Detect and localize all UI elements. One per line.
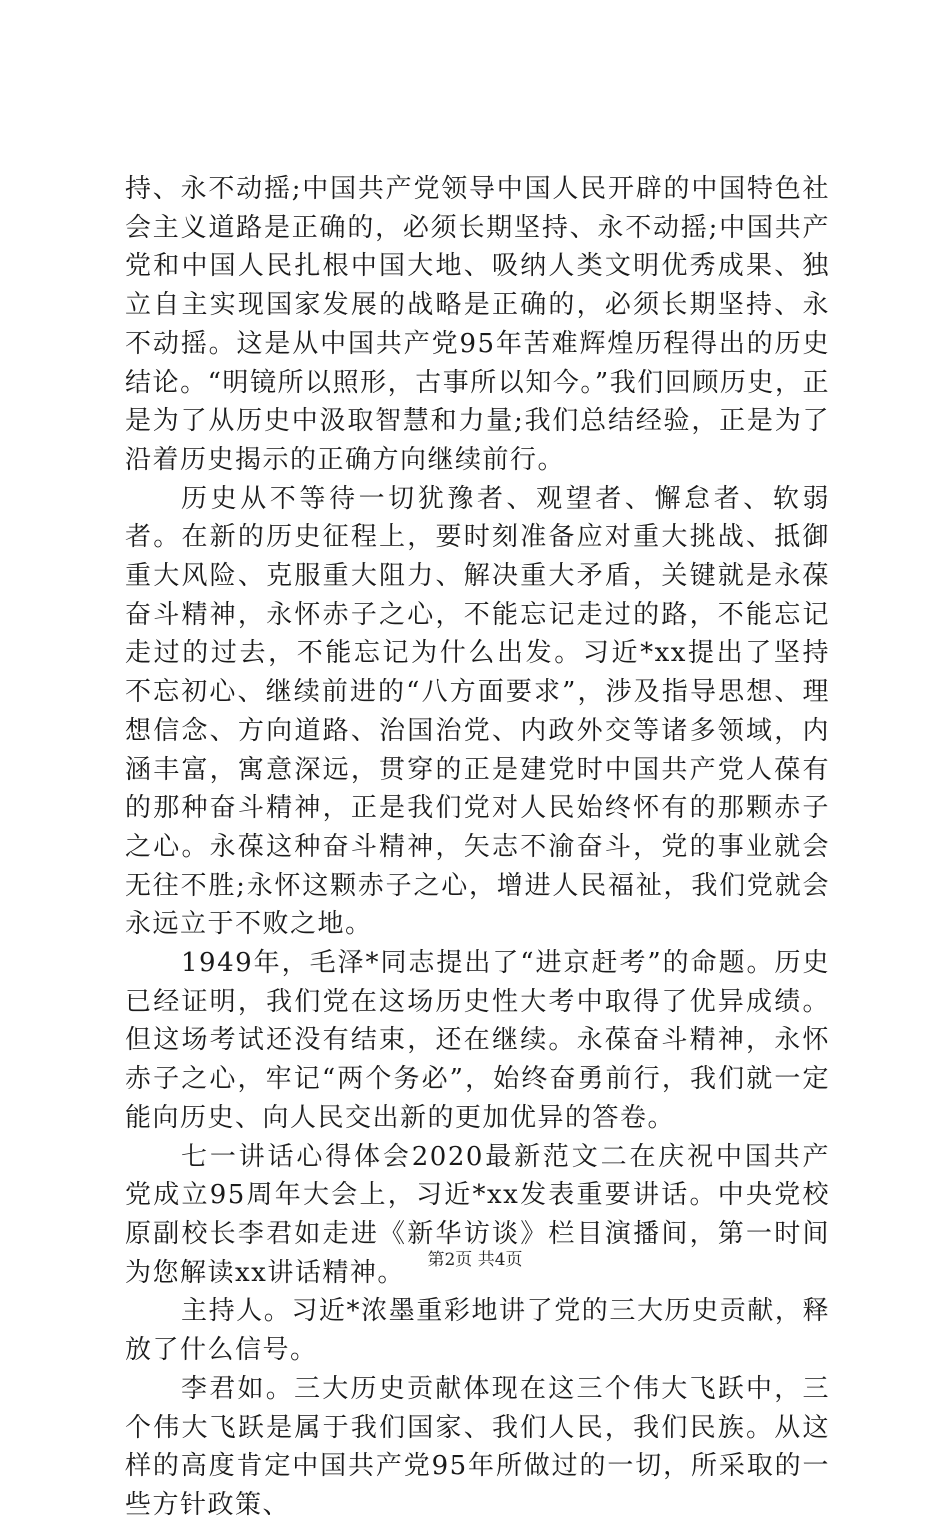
paragraph: 持、永不动摇;中国共产党领导中国人民开辟的中国特色社会主义道路是正确的，必须长期坚持、永不动摇;中国共产党和中国人民扎根中国大地、吸纳人类文明优秀成果、独立自主实现国家发展的战略是正确的，必须长期坚持、永不动摇。这是从中国共产党95年苦难辉煌历程得出的历史结论。“明镜所以照形，古事所以知今。”我们回顾历史，正是为了从历史中汲取智慧和力量;我们总结经验，正是为了沿着历史揭示的正确方向继续前行。 (125, 174, 830, 475)
paragraph: 七一讲话心得体会2020最新范文二在庆祝中国共产党成立95周年大会上，习近*xx发表重要讲话。中央党校原副校长李君如走进《新华访谈》栏目演播间，第一时间为您解读xx讲话精神。 (125, 1141, 830, 1288)
page-footer: 第2页 共4页 (427, 1250, 523, 1270)
paragraph: 1949年，毛泽*同志提出了“进京赶考”的命题。历史已经证明，我们党在这场历史性大考中取得了优异成绩。但这场考试还没有结束，还在继续。永葆奋斗精神，永怀赤子之心，牢记“两个务必”，始终奋勇前行，我们就一定能向历史、向人民交出新的更加优异的答卷。 (125, 948, 830, 1133)
paragraph: 主持人。习近*浓墨重彩地讲了党的三大历史贡献，释放了什么信号。 (125, 1296, 830, 1366)
paragraph: 历史从不等待一切犹豫者、观望者、懈怠者、软弱者。在新的历史征程上，要时刻准备应对重大挑战、抵御重大风险、克服重大阻力、解决重大矛盾，关键就是永葆奋斗精神，永怀赤子之心，不能忘记走过的路，不能忘记走过的过去，不能忘记为什么出发。习近*xx提出了坚持不忘初心、继续前进的“八方面要求”，涉及指导思想、理想信念、方向道路、治国治党、内政外交等诸多领域，内涵丰富，寓意深远，贯穿的正是建党时中国共产党人葆有的那种奋斗精神，正是我们党对人民始终怀有的那颗赤子之心。永葆这种奋斗精神，矢志不渝奋斗，党的事业就会无往不胜;永怀这颗赤子之心，增进人民福祉，我们党就会永远立于不败之地。 (125, 483, 830, 940)
document-body (125, 170, 830, 1525)
paragraph: 李君如。三大历史贡献体现在这三个伟大飞跃中，三个伟大飞跃是属于我们国家、我们人民，我们民族。从这样的高度肯定中国共产党95年所做过的一切，所采取的一些方针政策、 (125, 1373, 830, 1520)
